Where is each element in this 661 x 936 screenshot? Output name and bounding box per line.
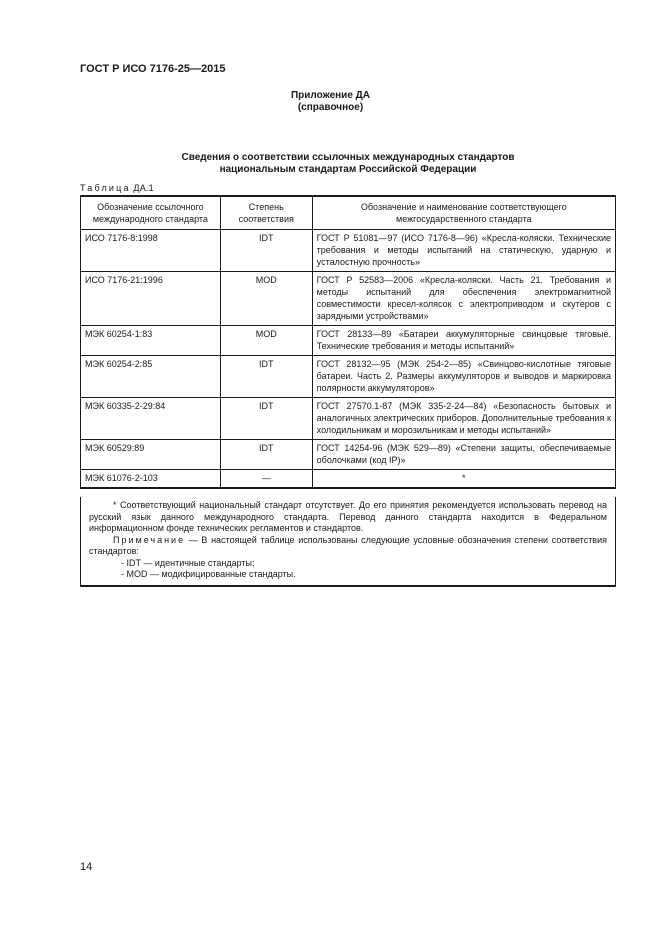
- correspondence-table: [80, 195, 616, 489]
- table-row: [81, 272, 616, 326]
- cell-degree: —: [220, 470, 312, 489]
- document-code: ГОСТ Р ИСО 7176-25—2015: [80, 63, 226, 75]
- cell-national: ГОСТ 28132—95 (МЭК 254-2—85) «Свинцово-кислотные тяговые батареи. Часть 2. Размеры аккумуляторов и выводов и маркировка полярности аккумуляторов»: [312, 356, 615, 398]
- appendix-title: Приложение ДА: [290, 90, 371, 101]
- page-number: 14: [80, 861, 93, 873]
- cell-degree: IDT: [220, 230, 312, 272]
- table-header-row: [81, 196, 616, 230]
- cell-national: ГОСТ Р 51081—97 (ИСО 7176-8—96) «Кресла-коляски. Технические требования и методы испытаний на статическую, ударную и усталостную прочность»: [312, 230, 615, 272]
- note-label: Примечание: [113, 534, 186, 545]
- table-row: [81, 398, 616, 440]
- cell-national: ГОСТ 27570.1-87 (МЭК 335-2-24—84) «Безопасность бытовых и аналогичных электрических приборов. Дополнительные требования к холодильникам и морозильникам и методы испытаний»: [312, 398, 615, 440]
- cell-reference: МЭК 60529:89: [81, 440, 221, 470]
- footnote-text: * Соответствующий национальный стандарт отсутствует. До его принятия рекомендуется использовать перевод на русский язык данного международного стандарта. Перевод данного стандарта находится в Федеральном информационном фонде технических регламентов и стандартов.: [89, 500, 607, 533]
- list-item: - MOD — модифицированные стандарты.: [121, 569, 296, 579]
- section-heading-line-1: Сведения о соответствии ссылочных международных стандартов: [181, 152, 515, 163]
- cell-national: ГОСТ Р 52583—2006 «Кресла-коляски. Часть 21. Требования и методы испытаний для обеспечения электромагнитной совместимости кресел-колясок с электроприводом и скутеров с зарядными устройствами»: [312, 272, 615, 326]
- cell-reference: МЭК 60254-1:83: [81, 326, 221, 356]
- cell-reference: МЭК 60254-2:85: [81, 356, 221, 398]
- table-row: [81, 326, 616, 356]
- table-row: [81, 440, 616, 470]
- cell-national: *: [312, 470, 615, 489]
- column-header-reference: Обозначение ссылочного международного стандарта: [81, 196, 221, 230]
- cell-national: ГОСТ 14254-96 (МЭК 529—89) «Степени защиты, обеспечиваемые оболочками (код IP)»: [312, 440, 615, 470]
- table-row: [81, 230, 616, 272]
- table-footnotes: [80, 497, 616, 587]
- cell-degree: IDT: [220, 398, 312, 440]
- table-row: [81, 470, 616, 489]
- cell-national: ГОСТ 28133—89 «Батареи аккумуляторные свинцовые тяговые. Технические требования и методы испытаний»: [312, 326, 615, 356]
- column-header-degree: Степень соответствия: [220, 196, 312, 230]
- cell-reference: МЭК 60335-2-29:84: [81, 398, 221, 440]
- note-text: — В настоящей таблице использованы следующие условные обозначения степени соответствия стандартов:: [89, 534, 607, 556]
- cell-degree: MOD: [220, 272, 312, 326]
- cell-degree: IDT: [220, 356, 312, 398]
- cell-reference: ИСО 7176-8:1998: [81, 230, 221, 272]
- cell-reference: ИСО 7176-21:1996: [81, 272, 221, 326]
- table-label-prefix: Таблица: [80, 183, 131, 193]
- cell-degree: MOD: [220, 326, 312, 356]
- table-label: [80, 183, 154, 193]
- note-paragraph: [89, 535, 607, 558]
- table-label-number: ДА.1: [133, 183, 154, 193]
- section-heading-line-2: национальным стандартам Российской Федерации: [219, 164, 477, 175]
- column-header-national: Обозначение и наименование соответствующего межгосударственного стандарта: [312, 196, 615, 230]
- table-row: [81, 356, 616, 398]
- appendix-subtitle: (справочное): [297, 102, 364, 113]
- cell-degree: IDT: [220, 440, 312, 470]
- cell-reference: МЭК 61076-2-103: [81, 470, 221, 489]
- list-item: - IDT — идентичные стандарты;: [121, 557, 255, 568]
